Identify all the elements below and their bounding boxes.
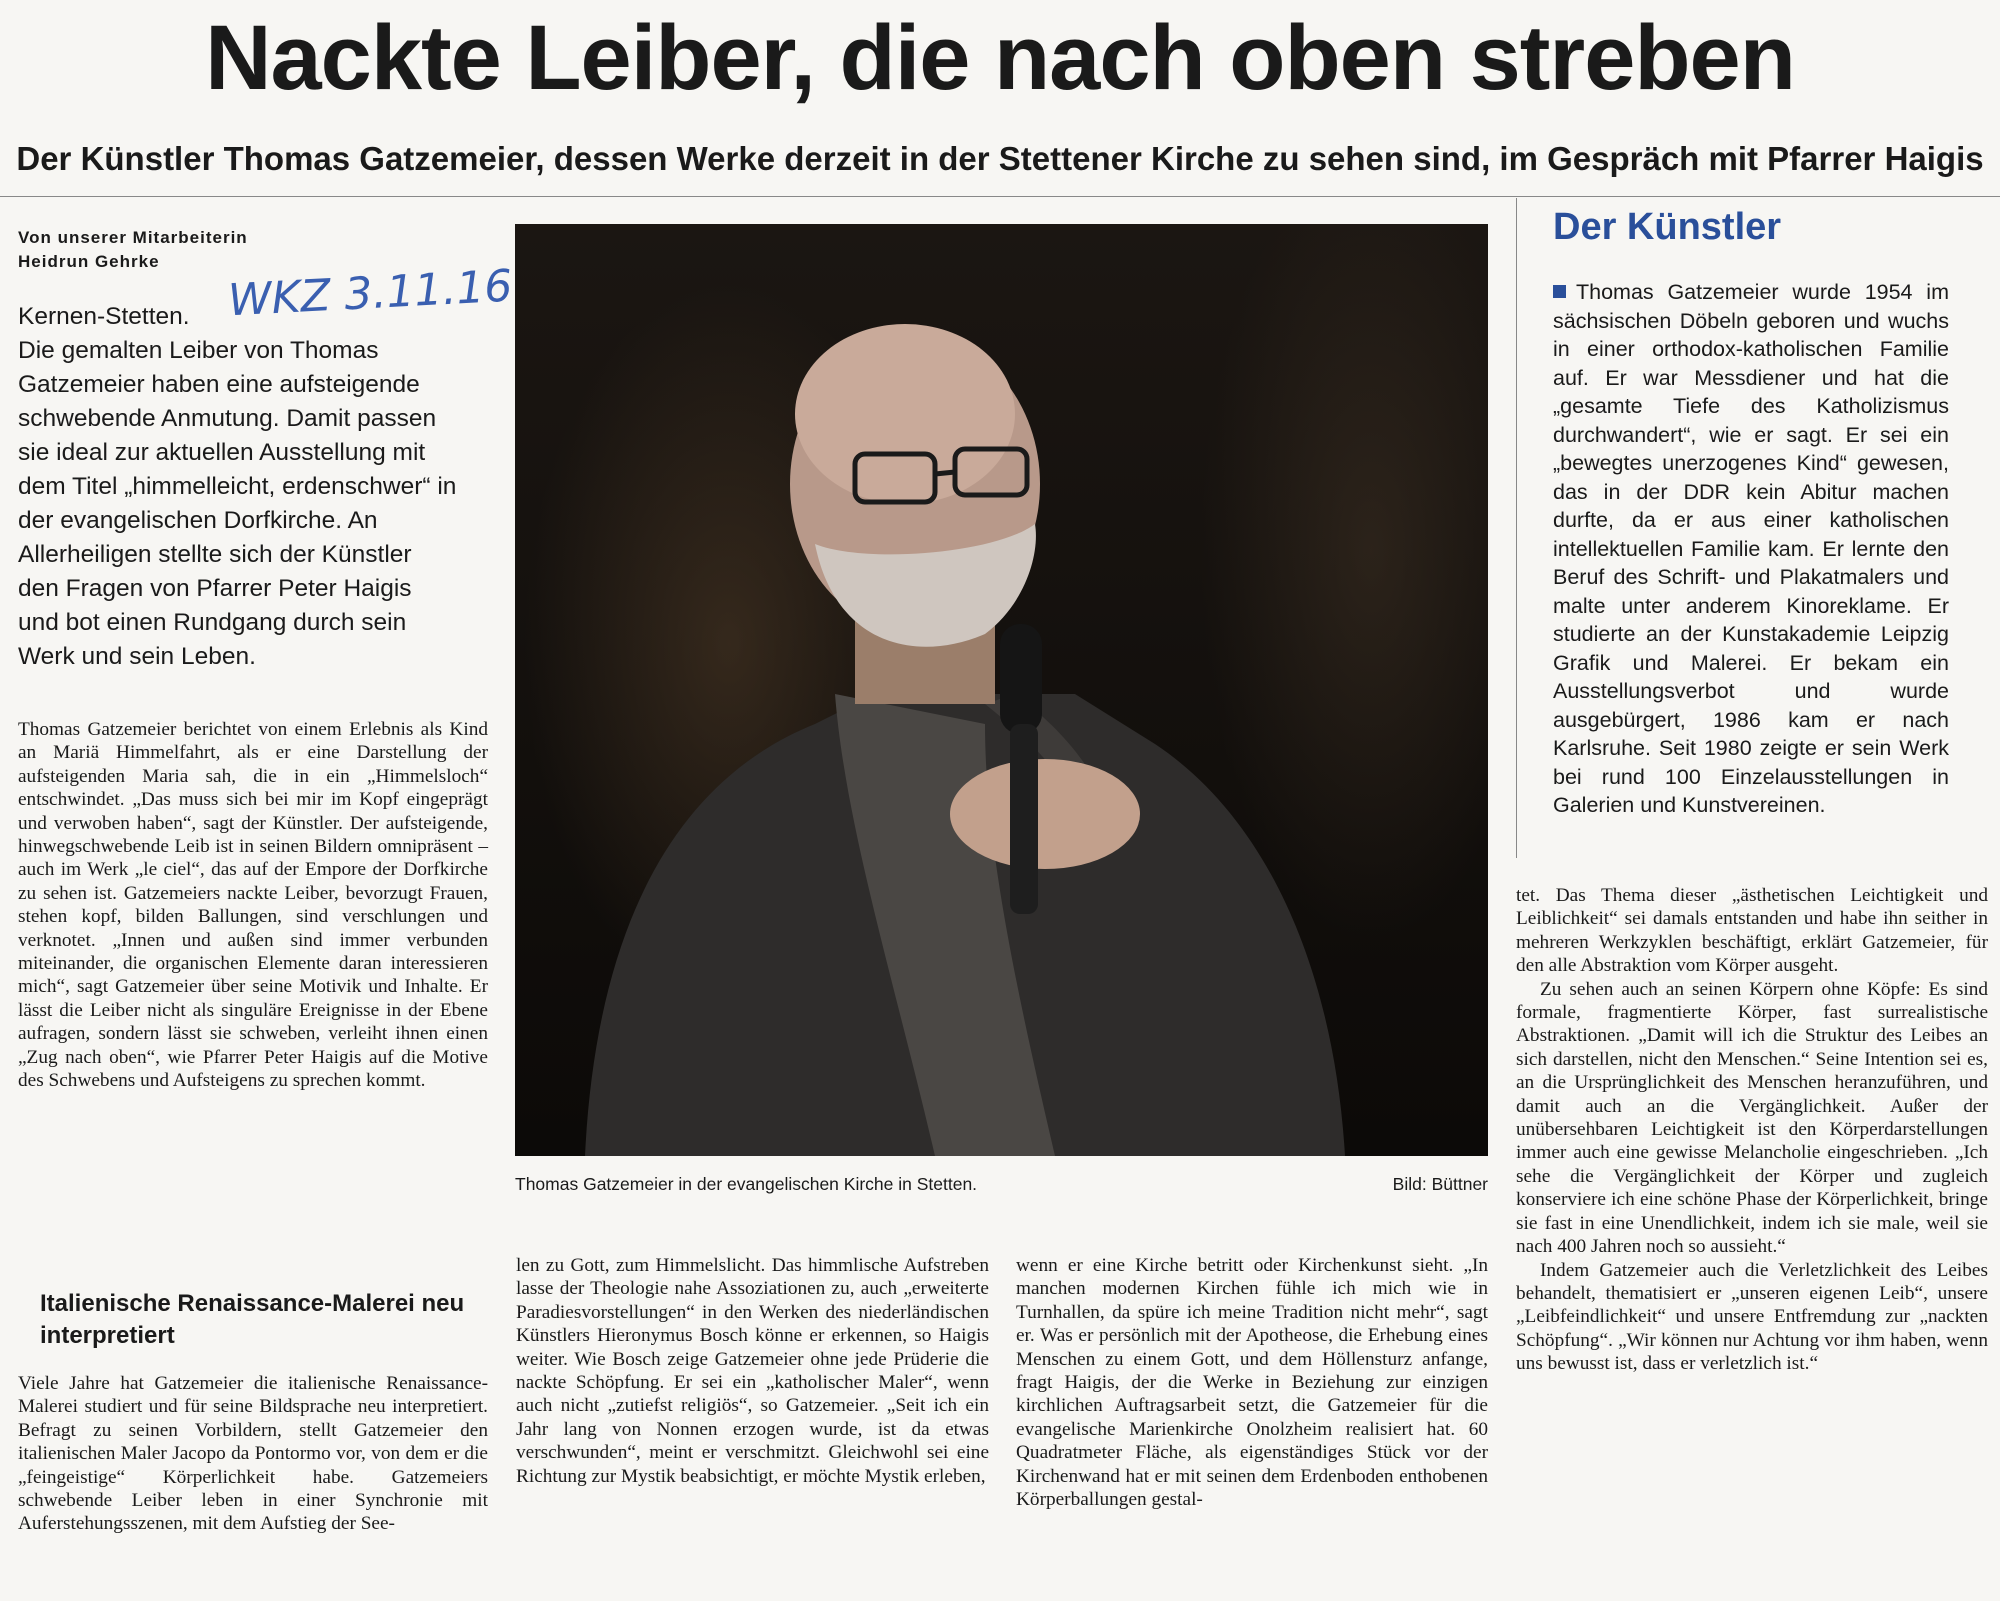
lead-text: Die gemalten Leiber von Thomas Gatzemeier haben eine aufsteigende schwebende Anmutung. Damit passen sie ideal zur aktuellen Ausstellung mit dem Titel „himmelleicht, erdenschwer“ in der evangelischen Dorfkirche. An Allerheiligen stellte sich der Künstler den Fragen von Pfarrer Peter Haigis und bot einen Rundgang durch sein Werk und sein Leben. <box>18 337 457 670</box>
paragraph: Viele Jahre hat Gatzemeier die italienische Renaissance-Malerei studiert und für seine Bildsprache neu interpretiert. Befragt zu seinen Vorbildern, stellt Gatzemeier den italienischen Maler Jacopo da Pontormo vor, von dem er die „feingeistige“ Körperlichkeit habe. Gatzemeiers schwebende Leiber leben in einer Synchronie mit Auferstehungsszenen, mit dem Aufstieg der See- <box>18 1373 488 1535</box>
article-column-4 <box>1516 884 1988 1376</box>
section-subhead: Italienische Renaissance-Malerei neu interpretiert <box>40 1290 465 1349</box>
top-divider <box>0 196 2000 197</box>
sidebox-body: Thomas Gatzemeier wurde 1954 im sächsischen Döbeln geboren und wuchs in einer orthodox-katholischen Familie auf. Er war Messdiener und hat die „gesamte Tiefe des Katholizismus durchwandert“, wie er sagt. Er sei ein „bewegtes unerzogenes Kind“ gewesen, das in der DDR kein Abitur machen durfte, da er aus einer katholischen intellektuellen Familie kam. Er lernte den Beruf des Schrift- und Plakatmalers und malte unter anderem Kinoreklame. Er studierte an der Kunstakademie Leipzig Grafik und Malerei. Er bekam ein Ausstellungsverbot und wurde ausgebürgert, 1986 kam er nach Karlsruhe. Seit 1980 zeigte er sein Werk bei rund 100 Einzelausstellungen in Galerien und Kunstvereinen. <box>1553 280 1949 817</box>
article-photo <box>515 224 1488 1156</box>
byline-line1: Von unserer Mitarbeiterin <box>18 228 248 247</box>
subheadline: Der Künstler Thomas Gatzemeier, dessen Werke derzeit in der Stettener Kirche zu sehen sind, im Gespräch mit Pfarrer Haigis <box>16 140 1984 177</box>
article-column-1 <box>18 718 488 1093</box>
paragraph: len zu Gott, zum Himmelslicht. Das himmlische Aufstreben lasse der Theologie nahe Assoziationen zu, auch „erweiterte Paradiesvorstellungen“ in den Werken des niederländischen Künstlers Hieronymus Bosch könne er erkennen, so Haigis weiter. Wie Bosch zeige Gatzemeier ohne jede Prüderie die nackte Schöpfung. Er sei ein „katholischer Maler“, wenn auch nicht „zutiefst religiös“, so Gatzemeier. „Seit ich ein Jahr lang von Nonnen erzogen wurde, ist da etwas verschwunden“, meint er verschmitzt. Gleichwohl sei eine Richtung zur Mystik beabsichtigt, er möchte Mystik erleben, <box>516 1255 989 1487</box>
lead-paragraph <box>18 300 458 674</box>
sidebox-divider <box>1516 198 1517 858</box>
byline-line2: Heidrun Gehrke <box>18 252 160 271</box>
paragraph: tet. Das Thema dieser „ästhetischen Leichtigkeit und Leiblichkeit“ sei damals entstanden und habe ihn seither in mehreren Werkzyklen beschäftigt, erklärt Gatzemeier, für den alle Abstraktion vom Körper ausgeht. <box>1516 885 1988 977</box>
article-column-3 <box>1016 1254 1488 1511</box>
paragraph: Thomas Gatzemeier berichtet von einem Erlebnis als Kind an Mariä Himmelfahrt, als er eine Darstellung der aufsteigenden Maria sah, die in ein „Himmelsloch“ entschwindet. „Das muss sich bei mir im Kopf eingeprägt und verwoben haben“, sagt der Künstler. Der aufsteigende, hinwegschwebende Leib ist in seinen Bildern omnipräsent – auch im Werk „le ciel“, das auf der Empore der Dorfkirche zu sehen ist. Gatzemeiers nackte Leiber, bevorzugt Frauen, stehen kopf, bilden Ballungen, sind verschlungen und verknotet. „Innen und außen sind immer verbunden miteinander, die organischen Elemente daran interessieren mich“, sagt Gatzemeier über seine Motivik und Inhalte. Er lässt die Leiber nicht als singuläre Ereignisse in der Ebene aufragen, sondern lässt sie schweben, verleiht ihnen einen „Zug nach oben“, wie Pfarrer Peter Haigis auf die Motive des Schwebens und Aufsteigens zu sprechen kommt. <box>18 719 488 1092</box>
handwritten-note: WKZ 3.11.16 <box>226 260 514 327</box>
paragraph: wenn er eine Kirche betritt oder Kirchenkunst sieht. „In manchen modernen Kirchen fühle ich mich wie in Turnhallen, da spüre ich meine Tradition nicht mehr“, sagt er. Was er persönlich mit der Apotheose, die Erhebung eines Menschen zu einem Gott, und dem Höllensturz anfange, fragt Haigis, der die Werke in Beziehung zur einzigen kirchlichen Auftragsarbeit setzt, die Gatzemeier für die evangelische Marienkirche Onolzheim realisiert hat. 60 Quadratmeter Fläche, als eigenständiges Stück vor der Kirchenwand hat er mit seinen dem Erdenboden enthobenen Körperballungen gestal- <box>1016 1255 1488 1511</box>
caption-text: Thomas Gatzemeier in der evangelischen Kirche in Stetten. <box>515 1174 978 1194</box>
photo-credit: Bild: Büttner <box>1392 1174 1488 1194</box>
sidebox-title: Der Künstler <box>1553 206 1782 248</box>
dateline: Kernen-Stetten. <box>18 303 190 330</box>
square-bullet-icon <box>1553 285 1566 298</box>
headline: Nackte Leiber, die nach oben streben <box>205 7 1795 109</box>
sidebox-text <box>1553 278 1949 820</box>
portrait-illustration <box>515 224 1488 1156</box>
article-column-2 <box>516 1254 989 1488</box>
photo-caption <box>515 1174 1488 1195</box>
paragraph: Indem Gatzemeier auch die Verletzlichkeit des Leibes behandelt, thematisiert er „unseren eigenen Leib“, unsere „Leibfeindlichkeit“ und unsere Entfremdung zur „nackten Schöpfung“. „Wir können nur Achtung vor ihm haben, wenn uns bewusst ist, dass er verletzlich ist.“ <box>1516 1259 1988 1375</box>
byline <box>18 226 248 274</box>
article-column-1-continued <box>18 1372 488 1536</box>
paragraph: Zu sehen auch an seinen Körpern ohne Köpfe: Es sind formale, fragmentierte Körper, fast surrealistische Abstraktionen. „Damit will ich die Struktur des Leibes an sich darstellen, nicht den Menschen.“ Seine Intention sei es, an die Ursprünglichkeit des Menschen heranzuführen, und damit auch an die Vergänglichkeit. Außer der unübersehbaren Leichtigkeit ist den Körperdarstellungen immer auch eine gewisse Melancholie eingeschrieben. „Ich sehe die Vergänglichkeit der Körper und zugleich konserviere ich eine schöne Phase der Körperlichkeit, bringe sie fast in eine Unendlichkeit, indem ich sie male, weil sie nach 400 Jahren noch so aussieht.“ <box>1516 978 1988 1258</box>
